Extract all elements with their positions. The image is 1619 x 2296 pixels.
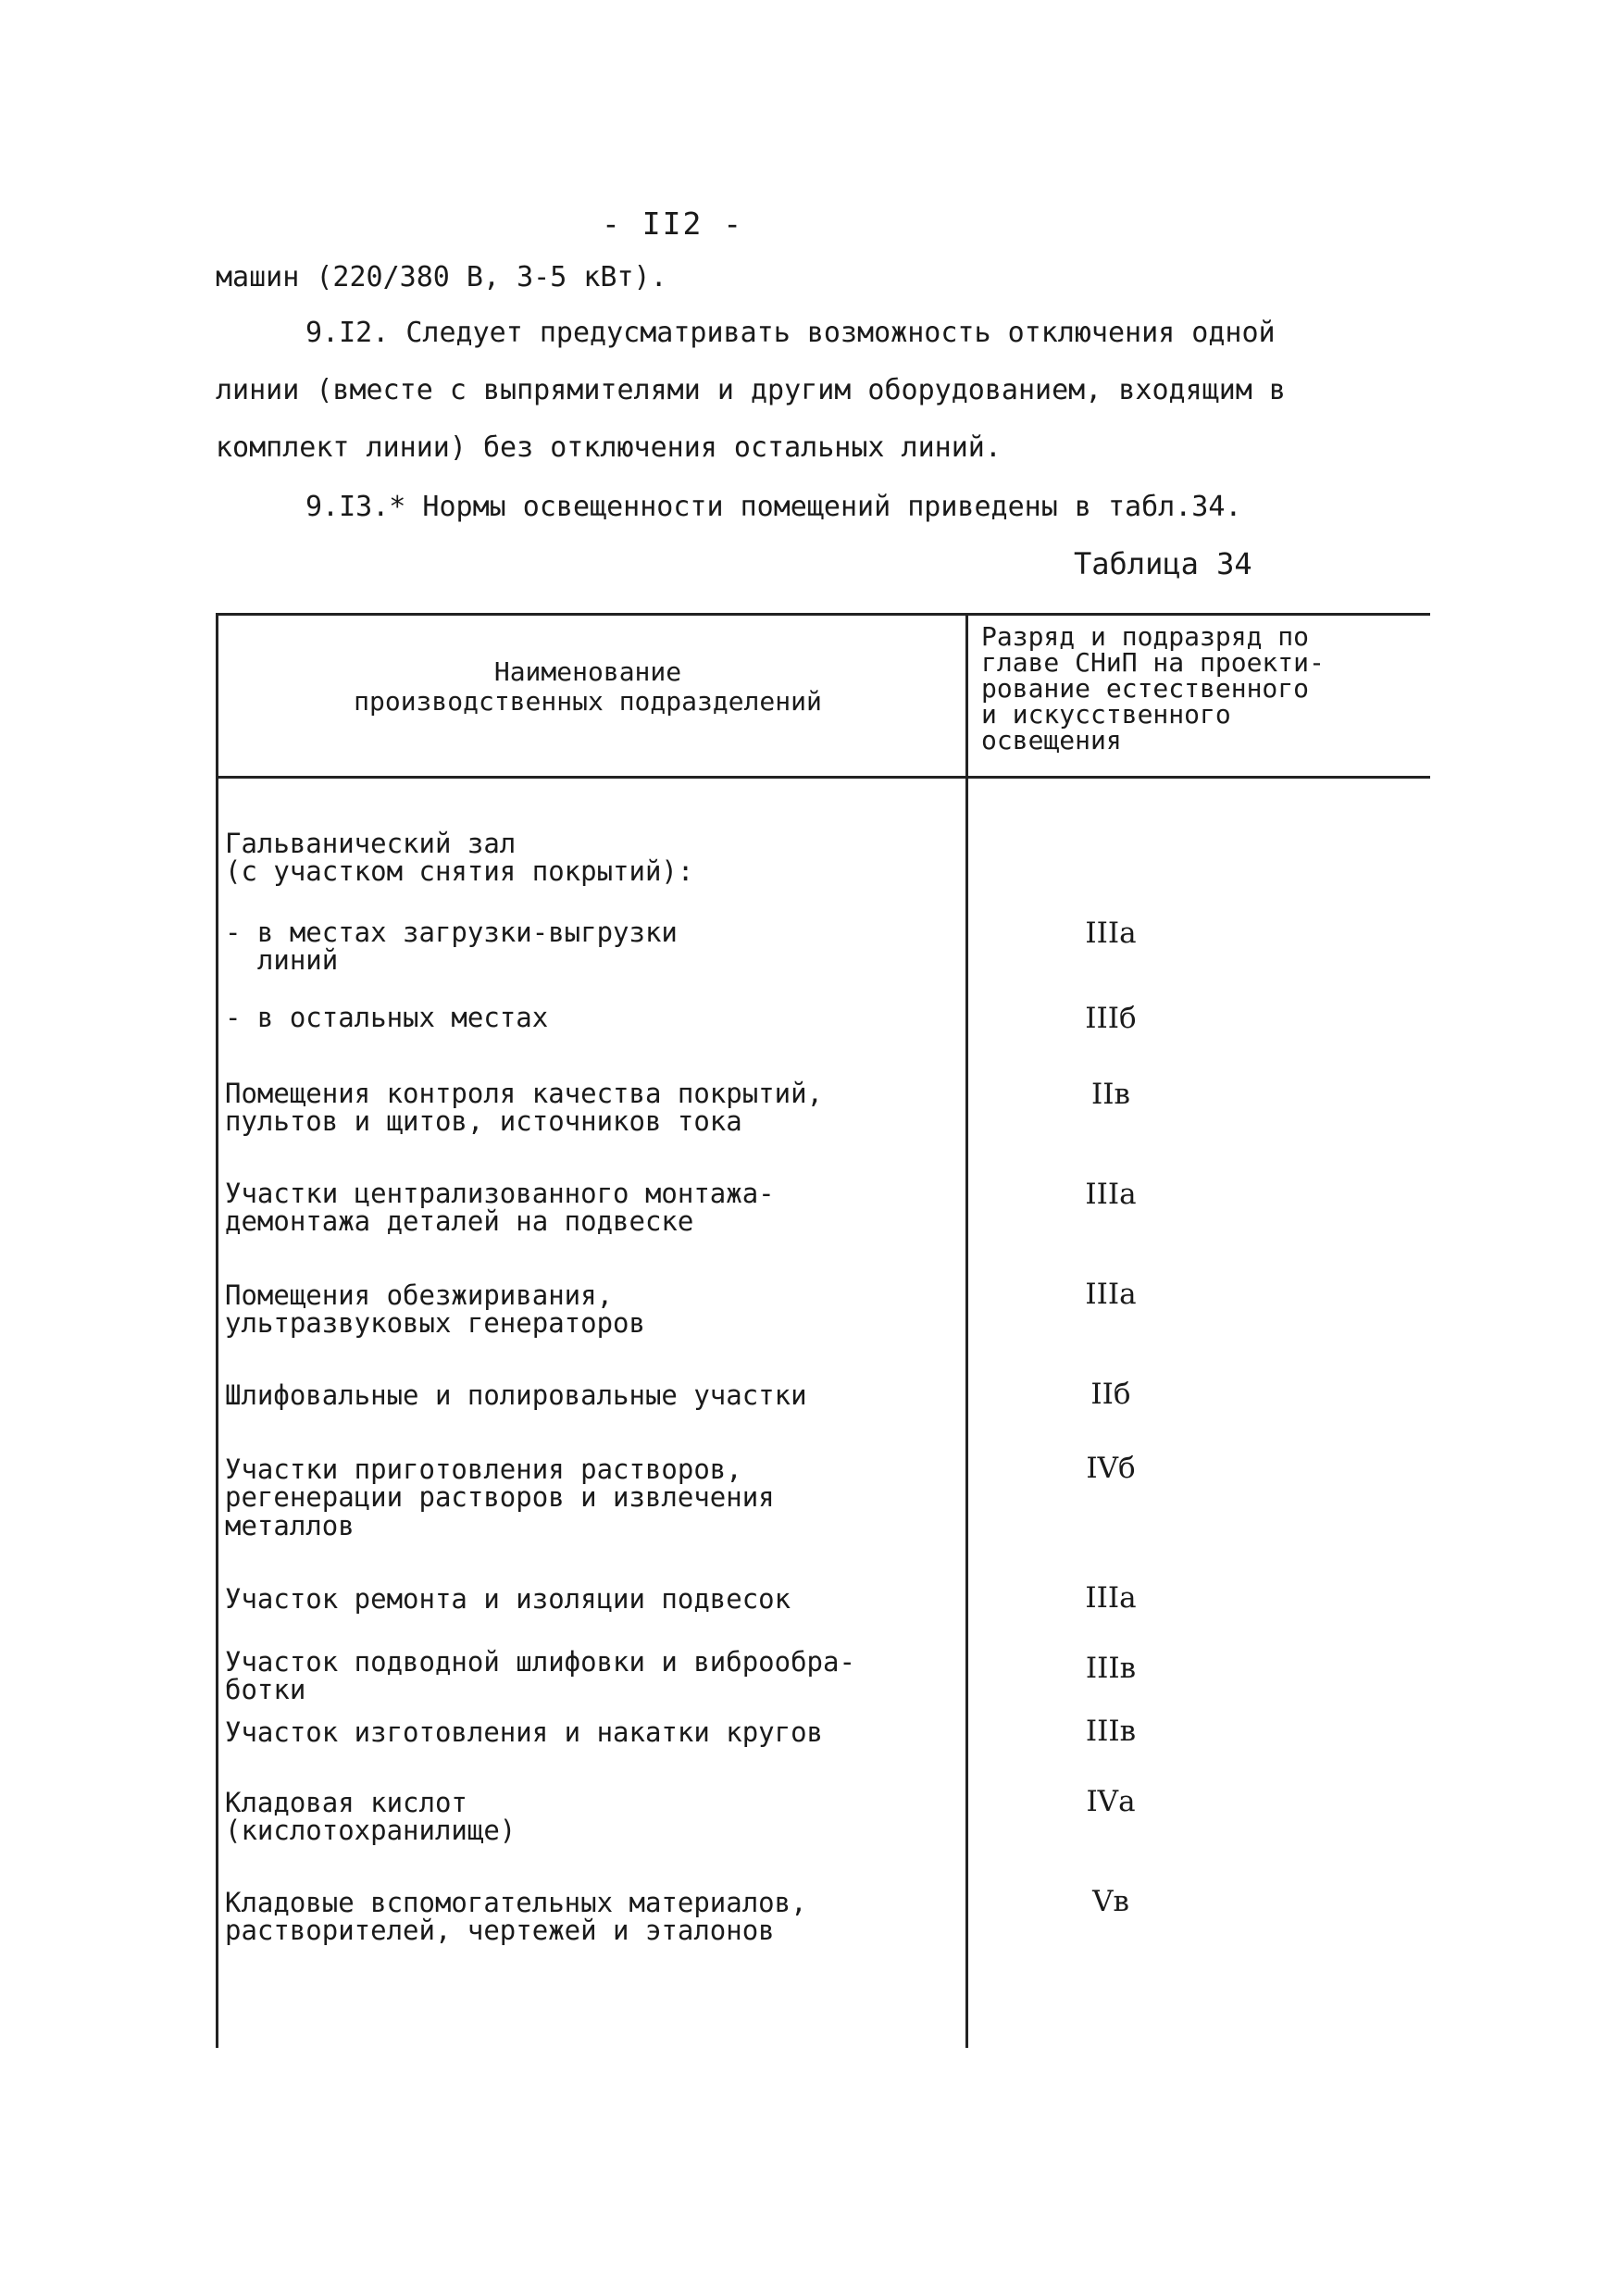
paragraph-line: комплект линии) без отключения остальных линий. — [216, 431, 1002, 464]
row-name-line: (кислотохранилище) — [225, 1815, 517, 1847]
header-line: и искусственного — [981, 699, 1231, 730]
row-name-line: Участки приготовления растворов, — [225, 1454, 742, 1485]
row-category: IIв — [1091, 1078, 1130, 1111]
table-left-border — [216, 613, 218, 2048]
row-name-line: (с участком снятия покрытий): — [225, 855, 694, 888]
row-name-line: Участки централизованного монтажа- — [225, 1178, 775, 1209]
row-category: IIIв — [1085, 1715, 1137, 1748]
header-line: производственных подразделений — [354, 686, 822, 718]
row-name-line: Кладовая кислот — [225, 1787, 467, 1818]
table-row-name — [225, 1718, 965, 1746]
table-row-name — [225, 1455, 965, 1540]
header-line: Разряд и подразряд по — [981, 621, 1310, 652]
row-name-line: Участок изготовления и накатки кругов — [225, 1716, 824, 1748]
row-name-line: ботки — [225, 1674, 306, 1706]
header-category-column — [981, 621, 1416, 755]
row-name-line: Помещения обезжиривания, — [225, 1279, 614, 1311]
row-category: IIб — [1090, 1378, 1131, 1411]
page-number: - II2 - — [602, 206, 744, 242]
row-name-line: линий — [225, 944, 339, 977]
table-row-name — [225, 1585, 965, 1613]
row-category: IIIа — [1085, 1581, 1137, 1615]
row-category: IIIб — [1085, 1002, 1137, 1035]
row-category: IIIа — [1085, 917, 1137, 950]
row-category: IVб — [1086, 1452, 1136, 1485]
table-row-name — [225, 1789, 965, 1845]
row-name-line: демонтажа деталей на подвеске — [225, 1205, 694, 1238]
row-name-line: регенерации растворов и извлечения — [225, 1481, 775, 1514]
table-row-name — [225, 830, 965, 886]
row-name-line: Участок подводной шлифовки и виброобра- — [225, 1646, 855, 1678]
table-top-rule — [216, 613, 1430, 616]
paragraph-line: 9.I2. Следует предусматривать возможность отключения одной — [305, 317, 1276, 349]
row-name-line: пультов и щитов, источников тока — [225, 1105, 742, 1138]
table-header-rule — [216, 776, 1430, 779]
paragraph-line: машин (220/380 В, 3-5 кВт). — [216, 261, 667, 293]
row-category: Vв — [1092, 1885, 1129, 1918]
row-name-line: Шлифовальные и полировальные участки — [225, 1379, 807, 1411]
paragraph-line: 9.I3.* Нормы освещенности помещений приведены в табл.34. — [305, 491, 1242, 523]
row-name-line: Кладовые вспомогательных материалов, — [225, 1887, 807, 1918]
row-name-line: Помещения контроля качества покрытий, — [225, 1078, 824, 1109]
row-name-line: металлов — [225, 1509, 355, 1541]
table-column-divider — [965, 613, 968, 2048]
row-category: IVа — [1086, 1785, 1136, 1818]
table-row-name — [225, 1004, 965, 1031]
row-category: IIIа — [1085, 1178, 1137, 1211]
table-row-name — [225, 1179, 965, 1236]
row-category: IIIв — [1085, 1652, 1137, 1685]
table-row-name — [225, 1648, 965, 1704]
table-row-name — [225, 918, 965, 975]
table-row-name — [225, 1889, 965, 1945]
table-row-name — [225, 1381, 965, 1409]
header-line: главе СНиП на проекти- — [981, 647, 1325, 678]
row-name-line: растворителей, чертежей и эталонов — [225, 1915, 775, 1947]
paragraph-line: линии (вместе с выпрямителями и другим оборудованием, входящим в — [216, 374, 1286, 406]
row-name-line: - в остальных местах — [225, 1002, 549, 1033]
header-line: Наименование — [493, 656, 682, 687]
table-caption: Таблица 34 — [1074, 546, 1252, 581]
row-name-line: - в местах загрузки-выгрузки — [225, 917, 678, 948]
row-name-line: Участок ремонта и изоляции подвесок — [225, 1583, 791, 1615]
row-category: IIIа — [1085, 1278, 1137, 1311]
row-name-line: ультразвуковых генераторов — [225, 1307, 645, 1340]
header-name-column — [241, 657, 935, 717]
row-name-line: Гальванический зал — [225, 828, 517, 859]
header-line: рование естественного — [981, 673, 1310, 704]
table-row-name — [225, 1079, 965, 1136]
header-line: освещения — [981, 725, 1122, 755]
table-row-name — [225, 1281, 965, 1338]
